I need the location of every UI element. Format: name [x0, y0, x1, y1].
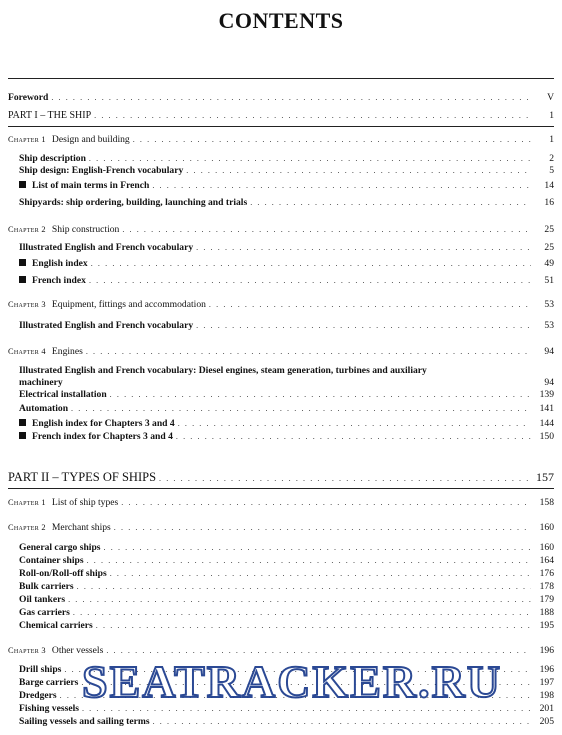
entry-page: 198: [539, 690, 554, 701]
chapter-title: Other vessels: [51, 645, 104, 656]
chapter-title: Design and building: [51, 134, 130, 145]
leader-dots: [51, 92, 531, 104]
entry-page: 25: [544, 242, 554, 253]
toc-entry-illustrated-vocab-2[interactable]: [19, 320, 554, 332]
entry-page: 1: [549, 134, 554, 145]
entry-page: 51: [544, 275, 554, 286]
entry-page: 196: [539, 664, 554, 675]
leader-dots: [110, 389, 531, 401]
chapter-number: Chapter 3: [8, 300, 46, 309]
toc-entry-gas[interactable]: [19, 607, 554, 619]
page-title: CONTENTS: [218, 8, 344, 33]
entry-label: Ship description: [19, 153, 86, 164]
chapter-title: List of ship types: [51, 497, 119, 508]
toc-entry-general-cargo[interactable]: [19, 542, 554, 554]
entry-page: 179: [539, 594, 554, 605]
entry-label: Barge carriers: [19, 677, 79, 688]
entry-label: Oil tankers: [19, 594, 66, 605]
entry-page: 197: [539, 677, 554, 688]
toc-entry-shipyards[interactable]: [19, 197, 554, 209]
toc-entry-roro[interactable]: [19, 568, 554, 580]
entry-page: 14: [544, 180, 554, 191]
leader-dots: [133, 134, 531, 146]
entry-page: 160: [539, 542, 554, 553]
toc-entry-part-1[interactable]: [8, 110, 554, 122]
chapter-title: Ship construction: [51, 224, 120, 235]
entry-page: 195: [539, 620, 554, 631]
entry-label: Dredgers: [19, 690, 57, 701]
entry-label: Bulk carriers: [19, 581, 74, 592]
chapter-number: Chapter 4: [8, 347, 46, 356]
toc-entry-french-index-34[interactable]: [19, 431, 554, 443]
entry-label: Fishing vessels: [19, 703, 79, 714]
leader-dots: [86, 346, 531, 358]
entry-page: 157: [536, 470, 554, 484]
bullet-square-icon: [19, 181, 26, 188]
leader-dots: [104, 542, 531, 554]
toc-entry-part-2[interactable]: [8, 470, 554, 486]
toc-chapter-1-2[interactable]: [8, 224, 554, 236]
entry-page: 176: [539, 568, 554, 579]
entry-label: Sailing vessels and sailing terms: [19, 716, 150, 727]
top-rule: [8, 78, 554, 79]
bullet-square-icon: [19, 419, 26, 426]
leader-dots: [122, 224, 531, 236]
watermark-text: SEATRACKER.RU: [82, 656, 503, 707]
section-rule: [8, 488, 554, 489]
toc-chapter-1-4[interactable]: [8, 346, 554, 358]
entry-label: French index for Chapters 3 and 4: [32, 431, 173, 442]
leader-dots: [114, 522, 531, 534]
entry-page: 5: [549, 165, 554, 176]
toc-entry-ship-design[interactable]: [19, 165, 554, 177]
entry-page: 16: [544, 197, 554, 208]
bullet-square-icon: [19, 276, 26, 283]
leader-dots: [110, 568, 531, 580]
entry-page: 94: [544, 346, 554, 357]
entry-page: 150: [539, 431, 554, 442]
entry-page: 141: [539, 403, 554, 414]
entry-page: V: [547, 92, 554, 103]
bullet-square-icon: [19, 432, 26, 439]
entry-label: Illustrated English and French vocabulary: [19, 320, 194, 331]
entry-label: Drill ships: [19, 664, 62, 675]
toc-entry-english-index[interactable]: [19, 258, 554, 270]
section-rule: [8, 126, 554, 127]
chapter-number: Chapter 2: [8, 225, 46, 234]
entry-page: 178: [539, 581, 554, 592]
toc-entry-illustrated-vocab-3-line1[interactable]: Illustrated English and French vocabulary: Diesel engines, steam generation, turbines and auxiliary: [19, 365, 427, 376]
entry-page: 49: [544, 258, 554, 269]
entry-page: 53: [544, 299, 554, 310]
entry-label: Roll-on/Roll-off ships: [19, 568, 107, 579]
leader-dots: [250, 197, 531, 209]
entry-label: Gas carriers: [19, 607, 70, 618]
entry-page: 164: [539, 555, 554, 566]
leader-dots: [89, 153, 531, 165]
entry-label: French index: [32, 275, 86, 286]
toc-entry-chemical[interactable]: [19, 620, 554, 632]
entry-label: Electrical installation: [19, 389, 107, 400]
entry-page: 160: [539, 522, 554, 533]
entry-page: 201: [539, 703, 554, 714]
leader-dots: [178, 418, 531, 430]
chapter-number: Chapter 1: [8, 498, 46, 507]
entry-page: 139: [539, 389, 554, 400]
entry-label: PART II – TYPES OF SHIPS: [8, 470, 157, 484]
entry-page: 158: [539, 497, 554, 508]
entry-label: Ship design: English-French vocabulary: [19, 165, 184, 176]
entry-label: Container ships: [19, 555, 84, 566]
leader-dots: [94, 110, 531, 122]
toc-entry-main-terms[interactable]: [19, 180, 554, 192]
entry-label: Automation: [19, 403, 69, 414]
entry-label: List of main terms in French: [32, 180, 150, 191]
leader-dots: [96, 620, 531, 632]
leader-dots: [87, 555, 531, 567]
entry-label: Shipyards: ship ordering, building, launching and trials: [19, 197, 248, 208]
leader-dots: [77, 581, 531, 593]
leader-dots: [186, 165, 531, 177]
chapter-number: Chapter 2: [8, 523, 46, 532]
bullet-square-icon: [19, 259, 26, 266]
entry-page: 196: [539, 645, 554, 656]
entry-page: 1: [549, 110, 554, 121]
toc-entry-sailing[interactable]: [19, 716, 554, 728]
entry-label: Foreword: [8, 92, 49, 103]
leader-dots: [196, 242, 531, 254]
toc-entry-automation[interactable]: [19, 403, 554, 415]
leader-dots: [68, 594, 531, 606]
toc-entry-french-index[interactable]: [19, 275, 554, 287]
entry-label: English index for Chapters 3 and 4: [32, 418, 175, 429]
entry-label: English index: [32, 258, 88, 269]
entry-label: PART I – THE SHIP: [8, 110, 92, 121]
leader-dots: [159, 472, 531, 486]
entry-label: General cargo ships: [19, 542, 101, 553]
leader-dots: [71, 403, 531, 415]
leader-dots: [91, 258, 531, 270]
leader-dots: [73, 607, 531, 619]
leader-dots: [196, 320, 531, 332]
toc-entry-foreword[interactable]: [8, 92, 554, 104]
entry-page: 2: [549, 153, 554, 164]
toc-entry-oil[interactable]: [19, 594, 554, 606]
chapter-title: Engines: [51, 346, 83, 357]
toc-entry-illustrated-vocab-3[interactable]: [19, 377, 554, 389]
toc-chapter-1-3[interactable]: [8, 299, 554, 311]
toc-entry-electrical[interactable]: [19, 389, 554, 401]
toc-chapter-2-2[interactable]: [8, 522, 554, 534]
entry-page: 94: [544, 377, 554, 388]
entry-page: 25: [544, 224, 554, 235]
chapter-number: Chapter 1: [8, 135, 46, 144]
entry-page: 205: [539, 716, 554, 727]
toc-chapter-1-1[interactable]: [8, 134, 554, 146]
toc-chapter-2-1[interactable]: [8, 497, 554, 509]
entry-page: 144: [539, 418, 554, 429]
toc-entry-illustrated-vocab-1[interactable]: [19, 242, 554, 254]
toc-entry-container[interactable]: [19, 555, 554, 567]
chapter-title: Merchant ships: [51, 522, 111, 533]
leader-dots: [176, 431, 531, 443]
chapter-number: Chapter 3: [8, 646, 46, 655]
entry-page: 53: [544, 320, 554, 331]
entry-label: Illustrated English and French vocabulary: [19, 242, 194, 253]
chapter-title: Equipment, fittings and accommodation: [51, 299, 206, 310]
entry-label: Chemical carriers: [19, 620, 93, 631]
toc-entry-english-index-34[interactable]: [19, 418, 554, 430]
leader-dots: [153, 716, 531, 728]
leader-dots: [89, 275, 531, 287]
toc-entry-bulk[interactable]: [19, 581, 554, 593]
leader-dots: [152, 180, 531, 192]
entry-label: machinery: [19, 377, 63, 388]
entry-page: 188: [539, 607, 554, 618]
toc-entry-ship-description[interactable]: [19, 153, 554, 165]
leader-dots: [209, 299, 531, 311]
leader-dots: [121, 497, 531, 509]
